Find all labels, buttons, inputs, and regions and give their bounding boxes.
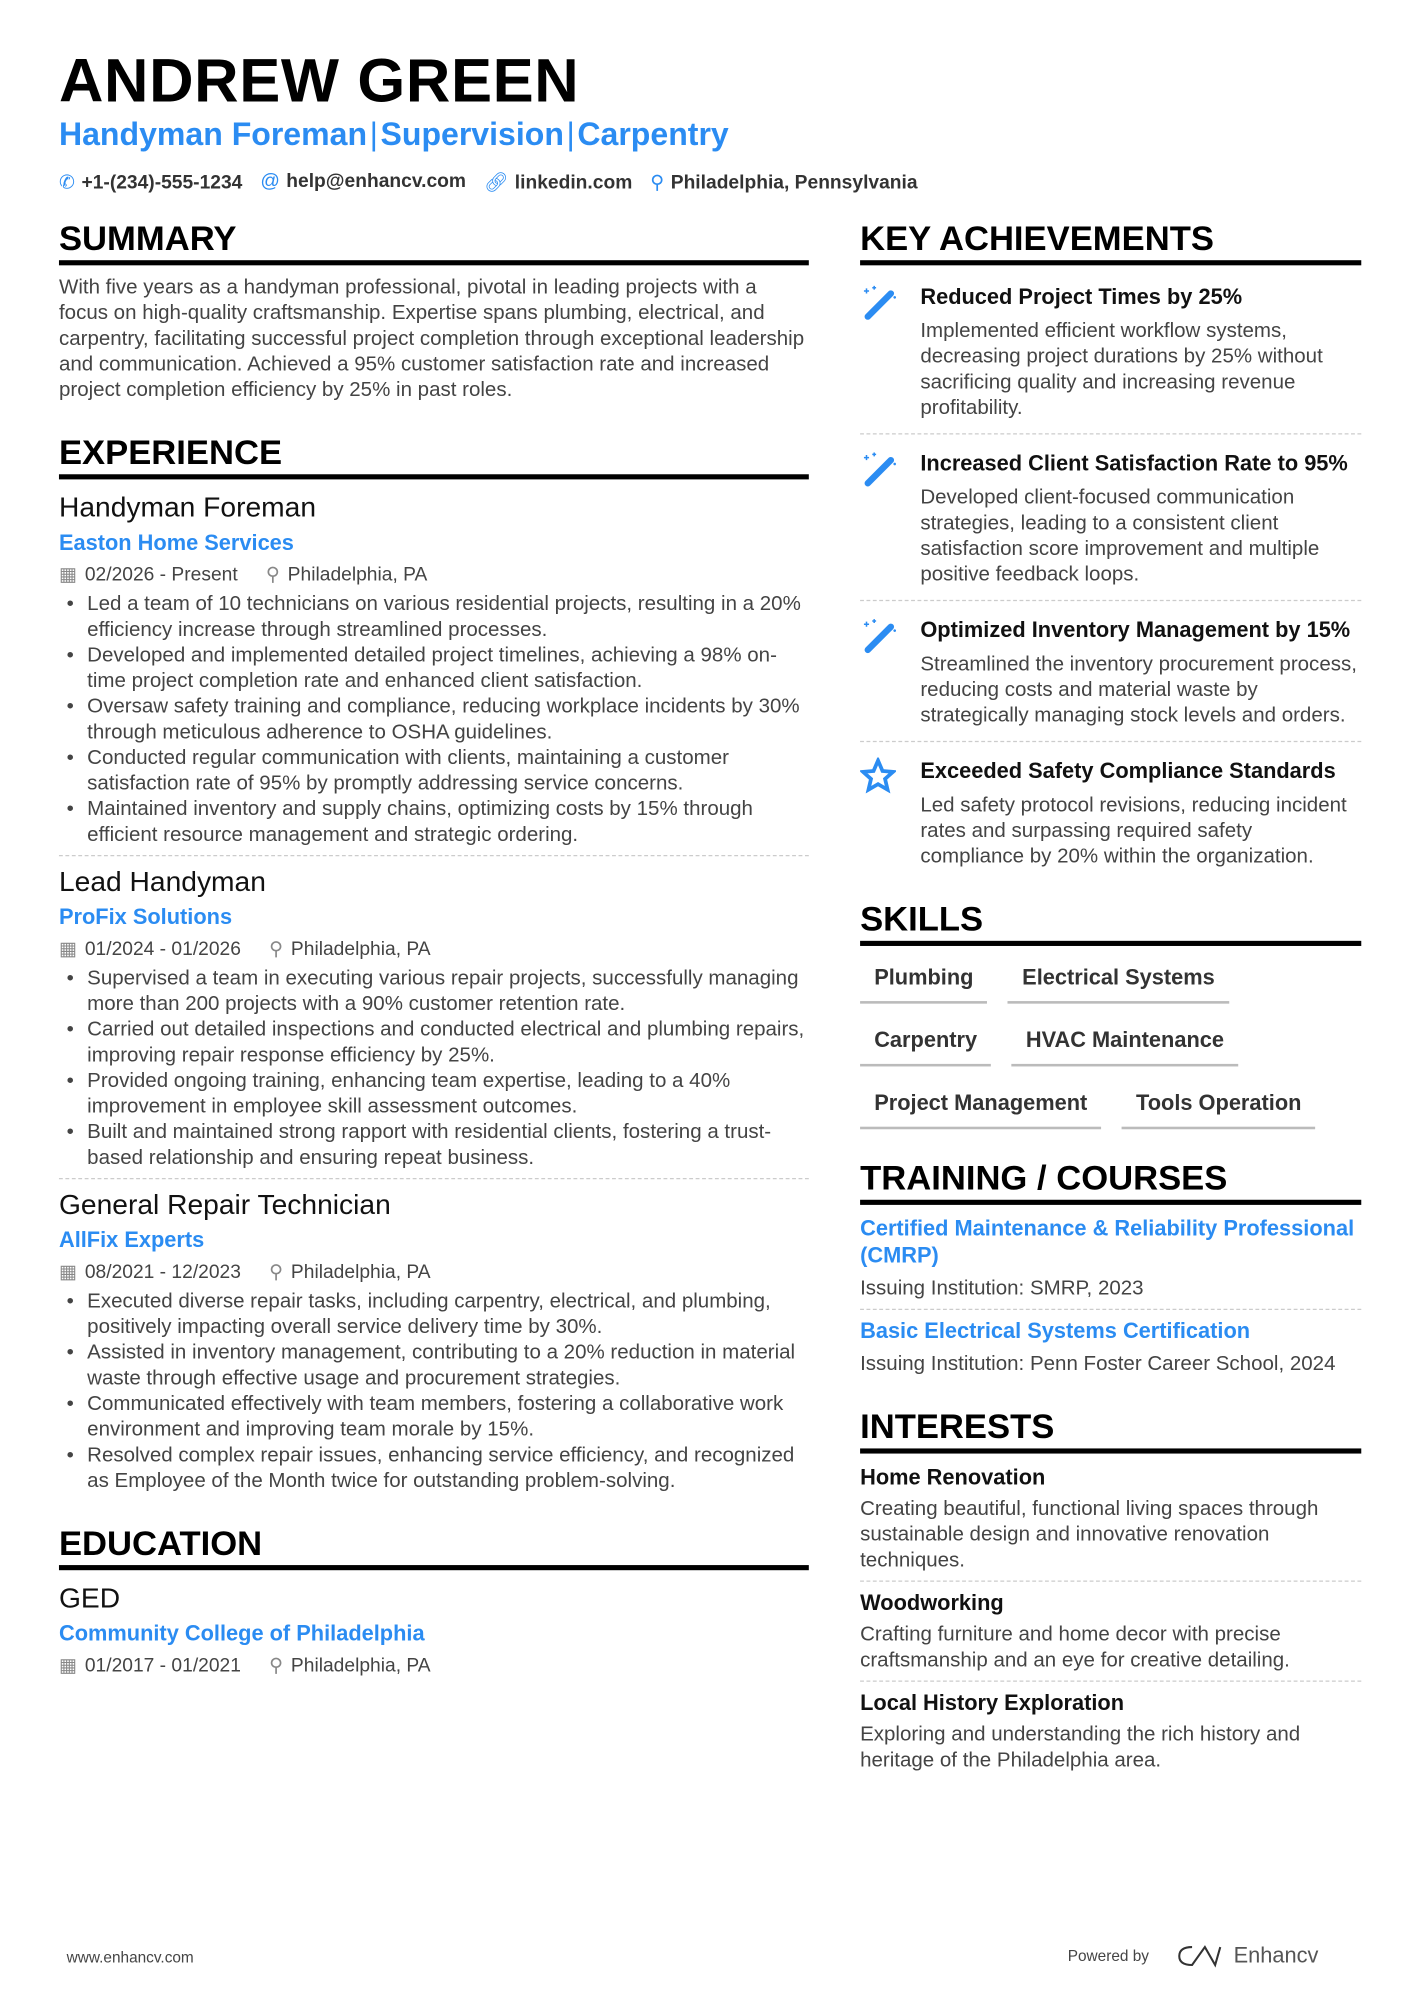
achievement-item bbox=[860, 609, 1361, 735]
job-bullets bbox=[59, 592, 809, 848]
company-name[interactable]: AllFix Experts bbox=[58, 1227, 205, 1253]
calendar-icon: ▦ bbox=[58, 1654, 78, 1677]
job-dates: 01/2024 - 01/2026 bbox=[84, 938, 241, 961]
achievement-text bbox=[920, 758, 1361, 871]
divider bbox=[59, 1178, 809, 1179]
job-location: Philadelphia, PA bbox=[290, 1261, 431, 1284]
degree: GED bbox=[58, 1581, 121, 1614]
experience-heading: EXPERIENCE bbox=[59, 432, 809, 479]
job-dates-group bbox=[59, 1260, 241, 1286]
skill-tag: Tools Operation bbox=[1122, 1084, 1316, 1129]
job-title: Handyman Foreman bbox=[58, 490, 317, 523]
course-institution: Issuing Institution: SMRP, 2023 bbox=[860, 1277, 1144, 1300]
calendar-icon: ▦ bbox=[58, 1261, 78, 1284]
achievements-list bbox=[860, 276, 1361, 876]
footer-branding bbox=[1068, 1943, 1319, 1969]
divider bbox=[860, 1580, 1361, 1581]
divider bbox=[860, 1680, 1361, 1681]
job-location: Philadelphia, PA bbox=[287, 563, 428, 586]
job-meta bbox=[59, 937, 809, 963]
job-location-group bbox=[269, 937, 430, 963]
course-title[interactable]: Basic Electrical Systems Certification bbox=[860, 1318, 1251, 1344]
headline-skill: Supervision bbox=[380, 116, 564, 153]
company-name[interactable]: Easton Home Services bbox=[58, 530, 294, 556]
interest-description: Exploring and understanding the rich history and heritage of the Philadelphia area. bbox=[860, 1724, 1301, 1772]
education-location: Philadelphia, PA bbox=[290, 1654, 431, 1677]
job-entry bbox=[59, 864, 809, 1172]
summary-text: With five years as a handyman professional, pivotal in leading projects with a focus on high-quality craftsmanship. Expertise spans plumbing, electrical, and carpentry, facilitating successful project completion through exceptional leadership and communication. Achieved a 95% customer satisfaction rate and increased project completion efficiency by 25% in past roles. bbox=[58, 276, 805, 402]
skills-list bbox=[860, 959, 1361, 1129]
bullet-item: • Resolved complex repair issues, enhancing service efficiency, and recognized as Employee of the Month twice for outstanding problem-solving. bbox=[59, 1443, 809, 1494]
achievement-title: Optimized Inventory Management by 15% bbox=[920, 617, 1351, 643]
achievement-item bbox=[860, 276, 1361, 427]
achievement-text bbox=[920, 283, 1361, 421]
magic-wand-icon bbox=[860, 450, 920, 588]
job-meta bbox=[59, 1260, 809, 1286]
interest-title: Local History Exploration bbox=[860, 1690, 1125, 1716]
bullet-item: • Provided ongoing training, enhancing team expertise, leading to a 40% improvement in employee skill assessment outcomes. bbox=[59, 1069, 809, 1120]
skill-tag: Project Management bbox=[860, 1084, 1101, 1129]
interest-title: Woodworking bbox=[860, 1590, 1004, 1616]
bullet-item: • Conducted regular communication with clients, maintaining a customer satisfaction rate of 95% by promptly addressing service concerns. bbox=[59, 746, 809, 797]
job-entry bbox=[59, 1187, 809, 1495]
calendar-icon: ▦ bbox=[58, 563, 78, 586]
powered-by-text: Powered by bbox=[1067, 1947, 1149, 1965]
headline-skill: Carpentry bbox=[577, 116, 729, 153]
location-text: Philadelphia, Pennsylvania bbox=[670, 171, 918, 194]
achievement-item bbox=[860, 442, 1361, 593]
bullet-item: • Executed diverse repair tasks, including carpentry, electrical, and plumbing, positively impacting overall service delivery time by 30%. bbox=[59, 1289, 809, 1340]
job-title: General Repair Technician bbox=[58, 1188, 391, 1221]
location-icon: ⚲ bbox=[269, 938, 284, 961]
divider bbox=[860, 433, 1361, 434]
brand-name: Enhancv bbox=[1233, 1943, 1319, 1968]
left-column bbox=[59, 218, 809, 1679]
job-dates: 08/2021 - 12/2023 bbox=[84, 1261, 241, 1284]
candidate-name: ANDREW GREEN bbox=[58, 47, 580, 116]
achievements-heading: KEY ACHIEVEMENTS bbox=[860, 218, 1361, 265]
divider bbox=[59, 855, 809, 856]
phone-icon: ✆ bbox=[58, 171, 76, 194]
education-meta bbox=[59, 1654, 809, 1680]
achievement-title: Exceeded Safety Compliance Standards bbox=[920, 758, 1336, 784]
divider bbox=[860, 741, 1361, 742]
email-text: help@enhancv.com bbox=[286, 170, 466, 193]
job-bullets bbox=[59, 966, 809, 1171]
job-location-group bbox=[269, 1260, 430, 1286]
training-heading: TRAINING / COURSES bbox=[860, 1157, 1361, 1204]
job-meta bbox=[59, 563, 809, 589]
bullet-item: • Communicated effectively with team members, fostering a collaborative work environment and improving team morale by 15%. bbox=[59, 1392, 809, 1443]
phone-text: +1-(234)-555-1234 bbox=[81, 171, 243, 194]
job-location: Philadelphia, PA bbox=[290, 938, 431, 961]
school: Community College of Philadelphia bbox=[58, 1621, 425, 1646]
summary-heading: SUMMARY bbox=[59, 218, 809, 265]
bullet-item: • Maintained inventory and supply chains, optimizing costs by 15% through efficient resource management and strategic ordering. bbox=[59, 797, 809, 848]
achievement-description: Streamlined the inventory procurement process, reducing costs and material waste by strategically managing stock levels and orders. bbox=[920, 653, 1357, 727]
company-name[interactable]: ProFix Solutions bbox=[58, 904, 233, 930]
bullet-item: • Developed and implemented detailed project timelines, achieving a 98% on-time project completion rate and enhanced client satisfaction. bbox=[59, 643, 809, 694]
skill-tag: HVAC Maintenance bbox=[1012, 1022, 1238, 1067]
star-icon bbox=[860, 758, 920, 871]
contact-phone[interactable] bbox=[59, 170, 242, 193]
headline-role: Handyman Foreman bbox=[58, 116, 368, 153]
interest-description: Crafting furniture and home decor with precise craftsmanship and an eye for creative detailing. bbox=[860, 1624, 1290, 1672]
footer-website[interactable]: www.enhancv.com bbox=[66, 1948, 194, 1967]
skills-heading: SKILLS bbox=[860, 899, 1361, 946]
achievement-text bbox=[920, 450, 1361, 588]
course-title[interactable]: Certified Maintenance & Reliability Professional (CMRP) bbox=[860, 1216, 1355, 1268]
bullet-item: • Carried out detailed inspections and conducted electrical and plumbing repairs, improving repair response efficiency by 25%. bbox=[59, 1018, 809, 1069]
achievement-title: Reduced Project Times by 25% bbox=[920, 284, 1243, 309]
divider bbox=[860, 600, 1361, 601]
training-list bbox=[860, 1215, 1361, 1378]
headline: Handyman Foreman | Supervision | Carpentry bbox=[58, 116, 729, 153]
right-column bbox=[860, 218, 1361, 1774]
at-icon: @ bbox=[260, 170, 280, 193]
job-dates-group bbox=[59, 937, 241, 963]
education-dates: 01/2017 - 01/2021 bbox=[84, 1654, 241, 1677]
bullet-item: • Supervised a team in executing various repair projects, successfully managing more than 200 projects with a 90% customer retention rate. bbox=[59, 966, 809, 1017]
bullet-item: • Led a team of 10 technicians on various residential projects, resulting in a 20% efficiency increase through streamlined processes. bbox=[59, 592, 809, 643]
achievement-text bbox=[920, 617, 1361, 730]
course-institution: Issuing Institution: Penn Foster Career School, 2024 bbox=[860, 1353, 1336, 1376]
interests-list bbox=[860, 1464, 1361, 1774]
job-dates-group bbox=[59, 563, 238, 589]
job-bullets bbox=[59, 1289, 809, 1494]
interest-description: Creating beautiful, functional living spaces through sustainable design and innovative renovation techniques. bbox=[860, 1498, 1319, 1572]
achievement-item bbox=[860, 750, 1361, 876]
achievement-description: Developed client-focused communication strategies, leading to a consistent client satisfaction score improvement and multiple positive feedback loops. bbox=[920, 487, 1320, 586]
contact-email[interactable] bbox=[260, 170, 466, 193]
contact-bar bbox=[59, 170, 918, 193]
skill-tag: Plumbing bbox=[860, 959, 987, 1004]
location-icon: ⚲ bbox=[265, 563, 280, 586]
location-icon: ⚲ bbox=[269, 1654, 284, 1677]
bullet-item: • Oversaw safety training and compliance, reducing workplace incidents by 30% through meticulous adherence to OSHA guidelines. bbox=[59, 695, 809, 746]
bullet-item: • Assisted in inventory management, contributing to a 20% reduction in material waste through effective usage and procurement strategies. bbox=[59, 1341, 809, 1392]
linkedin-text: linkedin.com bbox=[514, 171, 633, 194]
achievement-description: Led safety protocol revisions, reducing incident rates and surpassing required safety compliance by 20% within the organization. bbox=[920, 794, 1347, 868]
magic-wand-icon bbox=[860, 283, 920, 421]
interest-title: Home Renovation bbox=[860, 1465, 1046, 1490]
contact-linkedin[interactable] bbox=[484, 170, 632, 193]
calendar-icon: ▦ bbox=[58, 938, 78, 961]
location-icon: ⚲ bbox=[650, 171, 665, 194]
bullet-item: • Built and maintained strong rapport with residential clients, fostering a trust-based relationship and ensuring repeat business. bbox=[59, 1120, 809, 1171]
enhancv-logo bbox=[1177, 1943, 1318, 1969]
achievement-description: Implemented efficient workflow systems, decreasing project durations by 25% without sacrificing quality and increasing revenue profitability. bbox=[920, 320, 1323, 420]
contact-location bbox=[650, 170, 917, 193]
job-title: Lead Handyman bbox=[58, 865, 266, 898]
achievement-title: Increased Client Satisfaction Rate to 95% bbox=[920, 451, 1348, 476]
job-location-group bbox=[266, 563, 427, 589]
enhancv-logo-icon bbox=[1177, 1943, 1223, 1969]
education-heading: EDUCATION bbox=[59, 1523, 809, 1570]
magic-wand-icon bbox=[860, 617, 920, 730]
skill-tag: Carpentry bbox=[860, 1022, 991, 1067]
experience-list bbox=[59, 490, 809, 1495]
link-icon: 🔗︎ bbox=[483, 171, 509, 194]
job-dates: 02/2026 - Present bbox=[84, 563, 238, 586]
skill-tag: Electrical Systems bbox=[1008, 959, 1229, 1004]
divider bbox=[860, 1309, 1361, 1310]
interests-heading: INTERESTS bbox=[860, 1406, 1361, 1453]
location-icon: ⚲ bbox=[269, 1261, 284, 1284]
job-entry bbox=[59, 490, 809, 849]
